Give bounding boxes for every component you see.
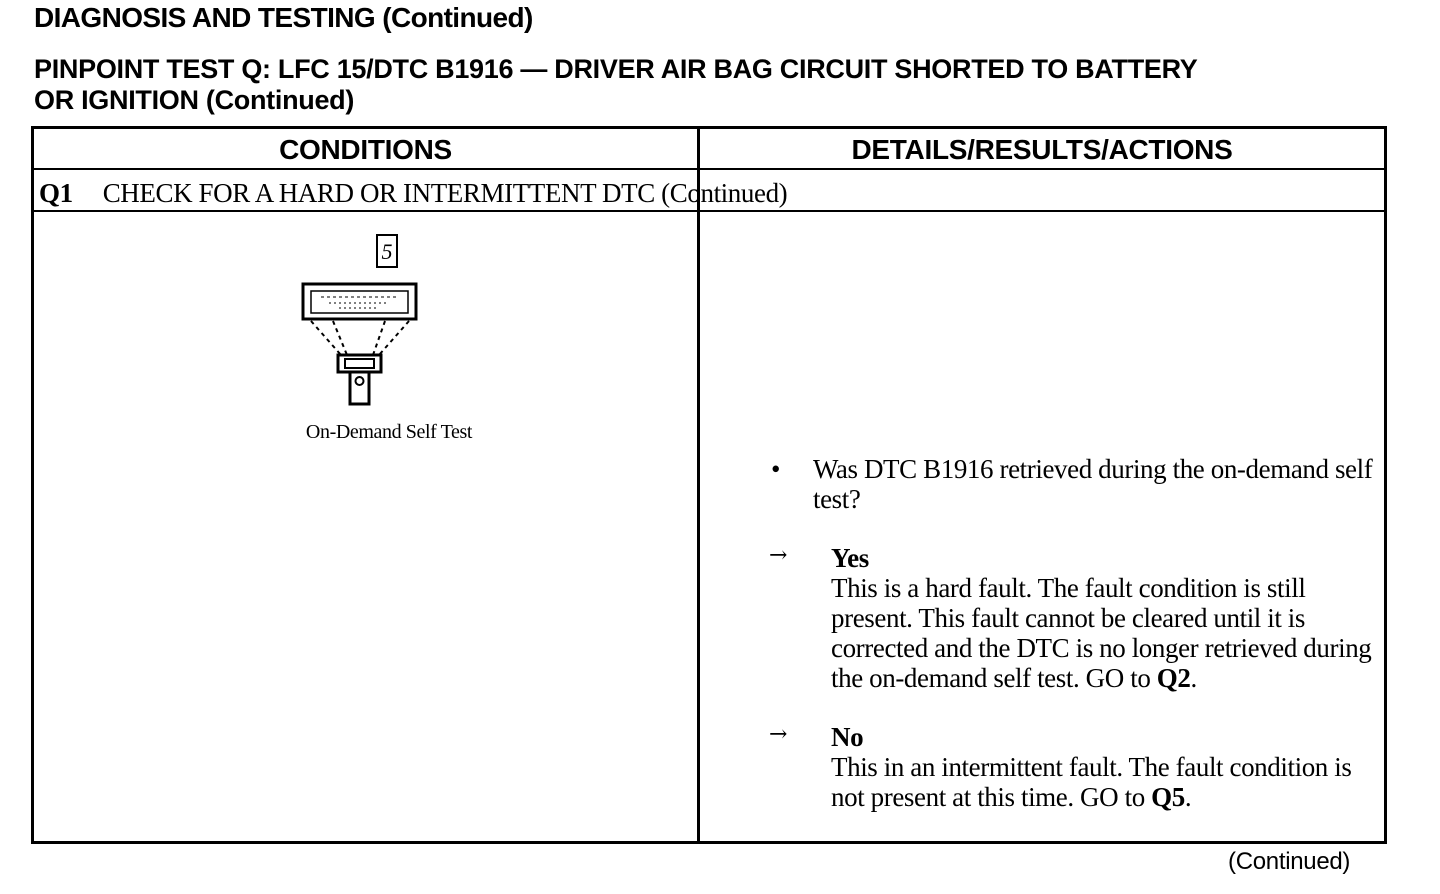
column-divider (697, 129, 700, 841)
arrow-right-icon: → (769, 543, 788, 568)
pinpoint-title-line-1: PINPOINT TEST Q: LFC 15/DTC B1916 — DRIVER AIR BAG CIRCUIT SHORTED TO BATTERY (34, 54, 1198, 84)
diagram-caption: On-Demand Self Test (305, 421, 473, 443)
step-number: Q1 (39, 178, 73, 208)
header-divider (34, 168, 1384, 170)
section-title: DIAGNOSIS AND TESTING (Continued) (34, 2, 533, 33)
bullet-icon: • (771, 454, 781, 484)
pinpoint-test-table (31, 126, 1387, 844)
conditions-column-header: CONDITIONS (279, 134, 452, 165)
yes-goto-link[interactable]: Q2 (1156, 663, 1191, 693)
no-action-text: This in an intermittent fault. The fault condition is not present at this time. GO to (831, 752, 1352, 812)
no-goto-link[interactable]: Q5 (1151, 782, 1185, 812)
step-row-q1 (39, 173, 787, 209)
question-text: Was DTC B1916 retrieved during the on-demand self test? (813, 454, 1373, 514)
continued-footer: (Continued) (1228, 848, 1351, 875)
pinpoint-test-title (34, 54, 1414, 116)
no-result: → No This in an intermittent fault. The fault condition is not present at this time. GO to Q5. (769, 722, 1389, 812)
details-column-header: DETAILS/RESULTS/ACTIONS (851, 134, 1233, 165)
no-label: No (831, 722, 864, 752)
scan-tool-icon (289, 231, 479, 411)
yes-result: → Yes This is a hard fault. The fault condition is still present. This fault cannot be cleared until it is corrected and the DTC is no longer retrieved during the on-demand self test. GO to Q2. (769, 543, 1389, 693)
arrow-right-icon: → (769, 722, 788, 747)
yes-label: Yes (831, 543, 869, 573)
yes-action-text: This is a hard fault. The fault condition is still present. This fault cannot be cleared until it is corrected and the DTC is no longer retrieved during the on-demand self test. GO to (831, 573, 1372, 693)
question-item (769, 454, 1389, 514)
pinpoint-title-line-2: OR IGNITION (Continued) (34, 85, 355, 115)
step-badge: 5 (376, 234, 398, 268)
details-results-actions (769, 454, 1389, 812)
step-divider (34, 210, 1384, 212)
step-title: CHECK FOR A HARD OR INTERMITTENT DTC (Continued) (102, 178, 788, 208)
self-test-diagram (289, 231, 479, 451)
